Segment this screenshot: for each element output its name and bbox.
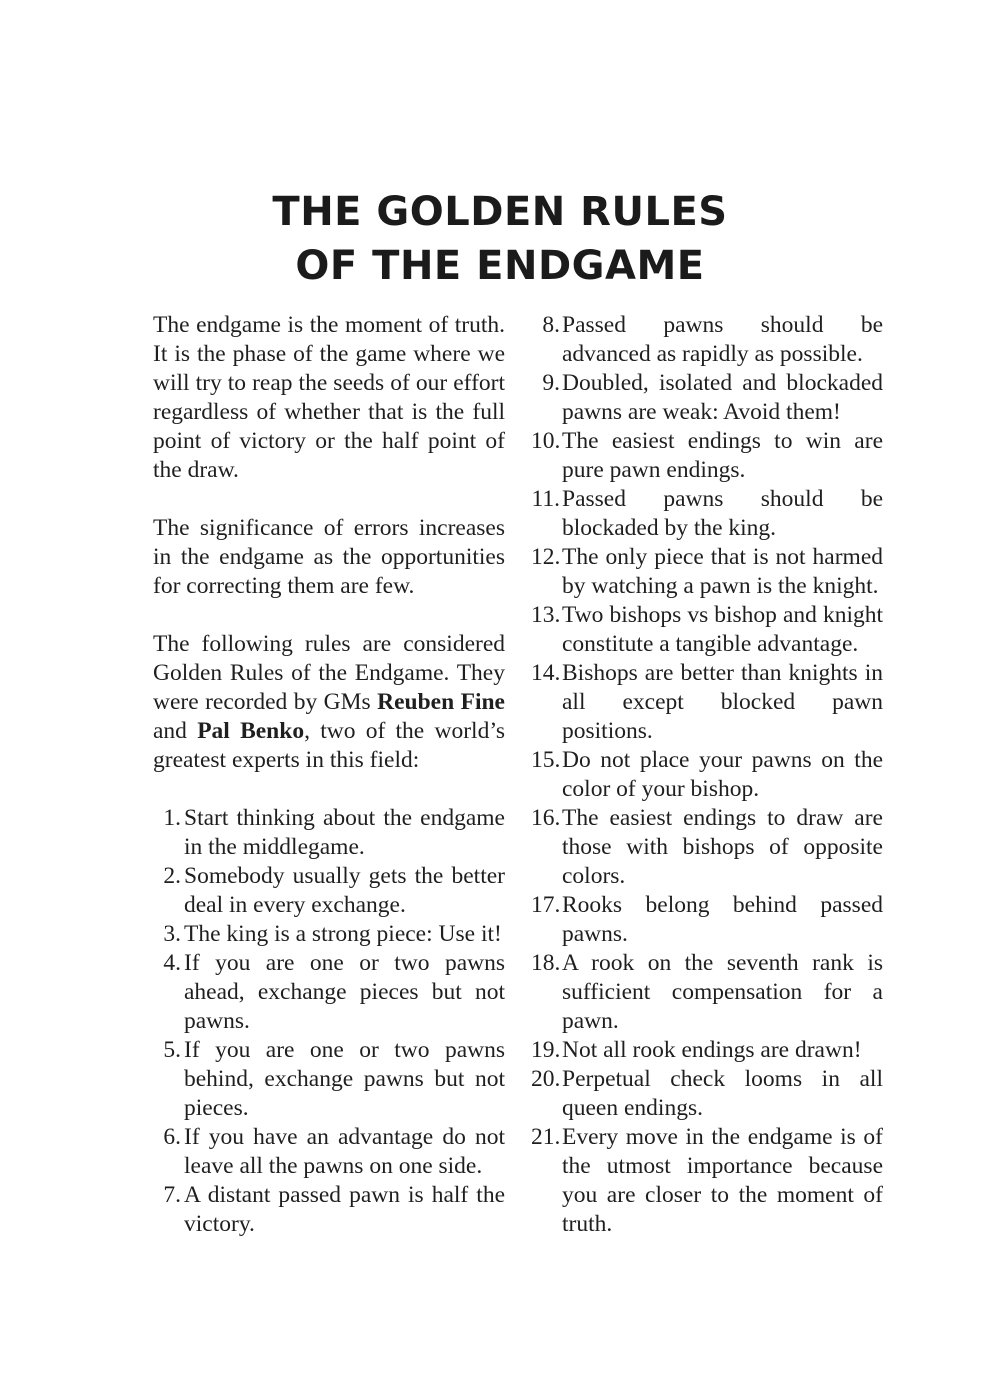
rule-text: If you are one or two pawns ahead, exchange pieces but not pawns. [184, 950, 505, 1034]
rule-text: Doubled, isolated and blockaded pawns are weak: Avoid them! [562, 370, 883, 425]
rule-text: Passed pawns should be advanced as rapidly as possible. [562, 312, 883, 367]
rule-text: Do not place your pawns on the color of your bishop. [562, 747, 883, 802]
rule-item [531, 427, 883, 485]
rule-number: 8. [542, 312, 560, 338]
rule-item [531, 369, 883, 427]
rule-item [531, 804, 883, 891]
rule-number: 2. [163, 863, 181, 889]
title-line-1: THE GOLDEN RULES [272, 188, 728, 235]
rule-text: A rook on the seventh rank is sufficient compensation for a pawn. [562, 950, 883, 1034]
author-reuben-fine: Reuben Fine [377, 689, 505, 715]
rule-text: If you have an advantage do not leave all the pawns on one side. [184, 1124, 505, 1179]
rule-number: 14. [531, 660, 561, 686]
rule-item [153, 949, 505, 1036]
intro-paragraph-1: The endgame is the moment of truth. It is the phase of the game where we will try to reap the seeds of our effort regardless of whether that is the full point of victory or the half point of the draw. [153, 312, 505, 483]
rule-text: If you are one or two pawns behind, exchange pawns but not pieces. [184, 1037, 505, 1121]
rules-list-left [153, 804, 505, 1239]
rule-item [531, 891, 883, 949]
rule-item [531, 949, 883, 1036]
rule-item [153, 862, 505, 920]
rule-number: 11. [531, 486, 560, 512]
rule-number: 9. [542, 370, 560, 396]
rule-item [153, 1181, 505, 1239]
rule-number: 17. [531, 892, 561, 918]
rule-text: Passed pawns should be blockaded by the king. [562, 486, 883, 541]
author-pal-benko: Pal Benko [197, 718, 305, 744]
rule-number: 21. [531, 1124, 561, 1150]
rule-text: Start thinking about the endgame in the middlegame. [184, 805, 505, 860]
rule-text: Somebody usually gets the better deal in every exchange. [184, 863, 505, 918]
rule-number: 5. [163, 1037, 181, 1063]
left-column [153, 311, 505, 1239]
rule-number: 7. [163, 1182, 181, 1208]
rule-item [531, 601, 883, 659]
rules-list-right [531, 311, 883, 1239]
rule-number: 13. [531, 602, 561, 628]
intro-p3-after: , two of the world’s greatest experts in this field: [153, 718, 505, 773]
rule-number: 3. [163, 921, 181, 947]
rule-item [531, 485, 883, 543]
rule-number: 4. [163, 950, 181, 976]
rule-number: 6. [163, 1124, 181, 1150]
rule-number: 10. [531, 428, 561, 454]
intro-paragraph-2: The significance of errors increases in the endgame as the opportunities for correcting them are few. [153, 515, 505, 599]
rule-number: 15. [531, 747, 561, 773]
rule-item [531, 311, 883, 369]
intro-p3-and: and [153, 718, 198, 744]
rule-item [153, 920, 505, 949]
rule-text: Bishops are better than knights in all except blocked pawn positions. [562, 660, 883, 744]
rule-number: 18. [531, 950, 561, 976]
page-title [0, 185, 1000, 293]
rule-item [531, 1123, 883, 1239]
rule-number: 19. [531, 1037, 561, 1063]
rule-text: The only piece that is not harmed by watching a pawn is the knight. [562, 544, 883, 599]
rule-item [531, 543, 883, 601]
rule-item [153, 1123, 505, 1181]
intro-paragraph-3 [153, 630, 505, 775]
rule-text: The king is a strong piece: Use it! [184, 921, 502, 947]
rule-text: Two bishops vs bishop and knight constitute a tangible advantage. [562, 602, 883, 657]
rule-text: A distant passed pawn is half the victory. [184, 1182, 505, 1237]
rule-number: 12. [531, 544, 561, 570]
right-column [531, 311, 883, 1239]
rule-text: The easiest endings to draw are those with bishops of opposite colors. [562, 805, 883, 889]
rule-item [531, 1065, 883, 1123]
rule-number: 1. [163, 805, 181, 831]
rule-item [531, 659, 883, 746]
intro-p3-before: The following rules are considered Golden Rules of the Endgame. They were recorded by GMs [153, 631, 505, 715]
rule-text: Perpetual check looms in all queen endings. [562, 1066, 883, 1121]
rule-number: 20. [531, 1066, 561, 1092]
rule-item [153, 1036, 505, 1123]
rule-number: 16. [531, 805, 561, 831]
rule-text: Every move in the endgame is of the utmost importance because you are closer to the moment of truth. [562, 1124, 883, 1237]
rule-item [531, 746, 883, 804]
rule-text: Rooks belong behind passed pawns. [562, 892, 883, 947]
rule-item [153, 804, 505, 862]
rule-item [531, 1036, 883, 1065]
title-line-2: OF THE ENDGAME [295, 242, 705, 289]
rule-text: The easiest endings to win are pure pawn endings. [562, 428, 883, 483]
rule-text: Not all rook endings are drawn! [562, 1037, 862, 1063]
